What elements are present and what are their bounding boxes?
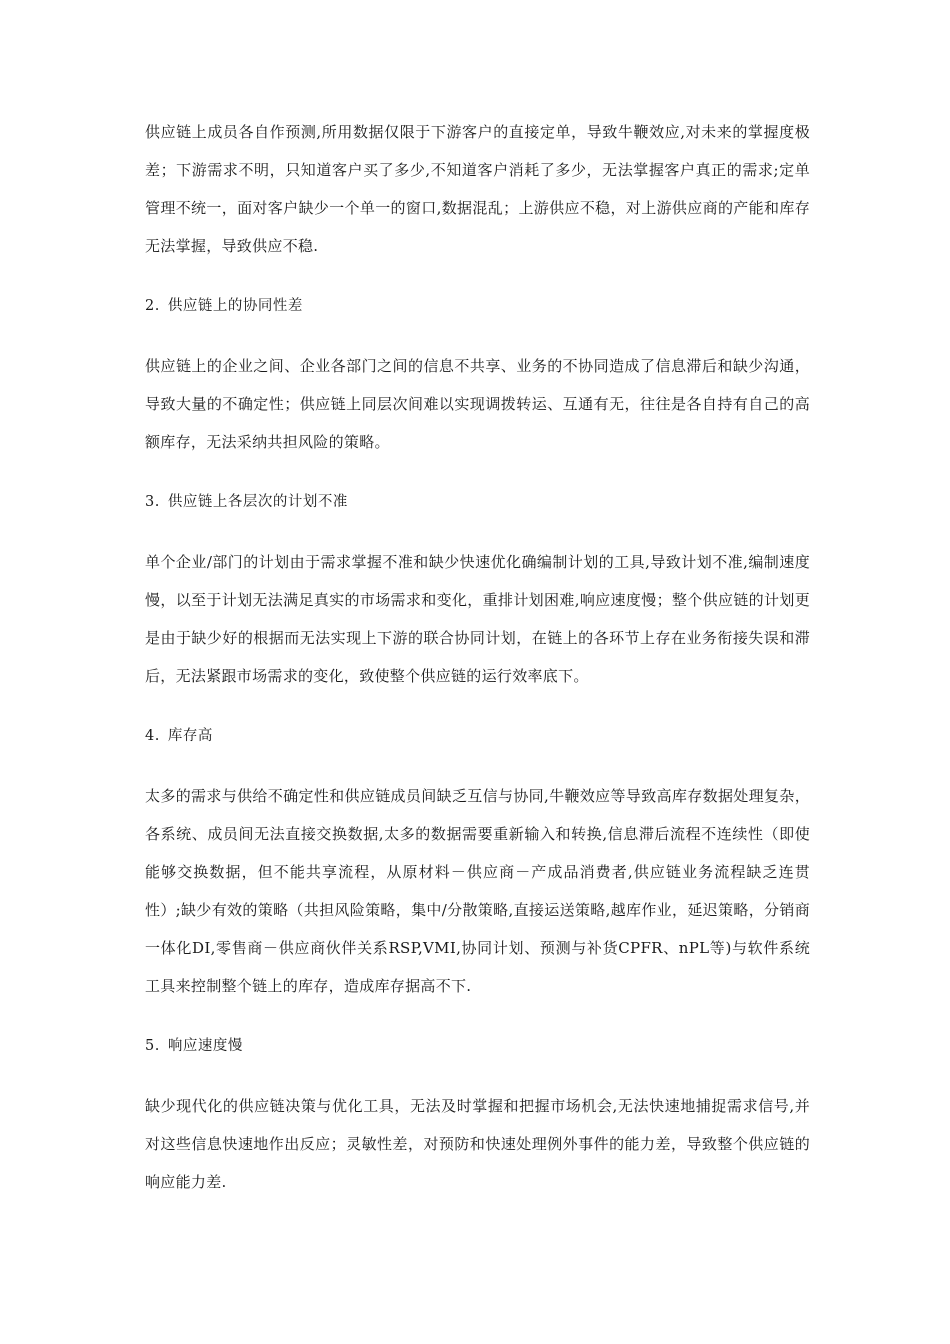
section-title: 供应链上的协同性差 [167, 298, 303, 314]
paragraph-section-2: 供应链上的企业之间、企业各部门之间的信息不共享、业务的不协同造成了信息滞后和缺少沟通，导致大量的不确定性；供应链上同层次间难以实现调拨转运、互通有无，往往是各自持有自己的高额库存，无法采纳共担风险的策略。 [145, 357, 810, 451]
paragraph-section-4: 太多的需求与供给不确定性和供应链成员间缺乏互信与协同,牛鞭效应等导致高库存数据处理复杂，各系统、成员间无法直接交换数据,太多的数据需要重新输入和转换,信息滞后流程不连续性（即使能够交换数据，但不能共享流程，从原材料－供应商－产成品消费者,供应链业务流程缺乏连贯性）;缺少有效的策略（共担风险策略，集中/分散策略,直接运送策略,越库作业，延迟策略，分销商一体化DI,零售商－供应商伙伴关系RSP,VMI,协同计划、预测与补货CPFR、nPL等)与软件系统工具来控制整个链上的库存，造成库存据高不下. [145, 787, 810, 995]
section-title: 库存高 [167, 728, 213, 744]
section-number: 4. [145, 728, 160, 744]
section-number: 2. [145, 298, 160, 314]
section-heading-4 [145, 725, 810, 747]
section-number: 3. [145, 494, 160, 510]
section-title: 供应链上各层次的计划不准 [167, 494, 348, 510]
section-heading-5 [145, 1035, 810, 1057]
paragraph-section-5: 缺少现代化的供应链决策与优化工具，无法及时掌握和把握市场机会,无法快速地捕捉需求信号,并对这些信息快速地作出反应；灵敏性差，对预防和快速处理例外事件的能力差，导致整个供应链的响应能力差. [145, 1097, 810, 1191]
section-title: 响应速度慢 [167, 1038, 243, 1054]
paragraph-section-3: 单个企业/部门的计划由于需求掌握不准和缺少快速优化确编制计划的工具,导致计划不准,编制速度慢，以至于计划无法满足真实的市场需求和变化，重排计划困难,响应速度慢；整个供应链的计划更是由于缺少好的根据而无法实现上下游的联合协同计划，在链上的各环节上存在业务衔接失误和滞后，无法紧跟市场需求的变化，致使整个供应链的运行效率底下。 [145, 553, 810, 685]
section-heading-2 [145, 295, 810, 317]
paragraph-intro: 供应链上成员各自作预测,所用数据仅限于下游客户的直接定单，导致牛鞭效应,对未来的掌握度极差；下游需求不明，只知道客户买了多少,不知道客户消耗了多少，无法掌握客户真正的需求;定单管理不统一，面对客户缺少一个单一的窗口,数据混乱；上游供应不稳，对上游供应商的产能和库存无法掌握，导致供应不稳. [145, 123, 810, 255]
document-content [145, 113, 810, 1231]
section-heading-3 [145, 491, 810, 513]
section-number: 5. [145, 1038, 160, 1054]
